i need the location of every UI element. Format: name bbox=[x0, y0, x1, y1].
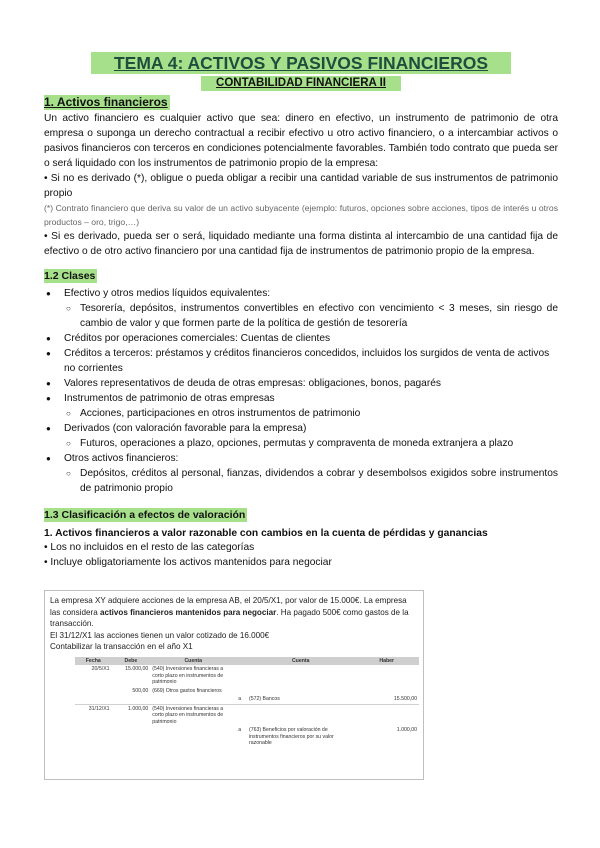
document-page bbox=[44, 52, 558, 570]
list-item-text: Créditos a terceros: préstamos y créditos financieros concedidos, incluidos los surgidos de venta de activos no corrientes bbox=[64, 348, 550, 374]
cell-cuenta-debe bbox=[150, 695, 236, 704]
cell-fecha bbox=[75, 726, 112, 748]
column-header-fecha: Fecha bbox=[75, 657, 112, 666]
cell-haber bbox=[354, 687, 419, 696]
section-heading-activos-financieros: 1. Activos financieros bbox=[44, 95, 168, 109]
sublist-wrapper bbox=[44, 406, 558, 421]
cell-cuenta-debe: (540) Inversiones financieras a corto plazo en instrumentos de patrimonio bbox=[150, 704, 236, 726]
exercise-statement bbox=[45, 591, 423, 653]
journal-table bbox=[75, 657, 419, 748]
column-header-haber: Haber bbox=[354, 657, 419, 666]
sublist-wrapper bbox=[44, 301, 558, 331]
list-item bbox=[44, 421, 558, 436]
cell-haber bbox=[354, 704, 419, 726]
cell-a bbox=[236, 704, 247, 726]
section-heading-clasificacion: 1.3 Clasificación a efectos de valoración bbox=[44, 509, 246, 521]
cell-debe: 500,00 bbox=[132, 687, 149, 694]
cell-a: a bbox=[238, 696, 242, 702]
sublist-item: ○ Tesorería, depósitos, instrumentos convertibles en efectivo con vencimiento < 3 meses, sin riesgo de cambio de valor y que formen parte de la política de gestión de tesorería bbox=[44, 301, 558, 331]
exercise-line-2: El 31/12/X1 las acciones tienen un valor cotizado de 16.000€ bbox=[50, 630, 270, 640]
cell-cuenta-haber bbox=[247, 665, 355, 687]
list-item bbox=[44, 376, 558, 391]
column-header-cuenta-debe: Cuenta bbox=[150, 657, 236, 666]
table-row bbox=[75, 726, 419, 748]
list-item bbox=[44, 346, 558, 376]
footnote-derivado: (*) Contrato financiero que deriva su valor de un activo subyacente (ejemplo: futuros, opciones sobre acciones, tipos de interés u otros productos – oro, trigo,…) bbox=[44, 203, 558, 227]
exercise-text-a: La empresa XY adquiere acciones de la empresa AB, el 20/5/X1, por valor de 15.000€. La empresa las considera bbox=[50, 596, 407, 617]
subheading-valor-razonable: 1. Activos financieros a valor razonable con cambios en la cuenta de pérdidas y ganancias bbox=[44, 528, 488, 539]
exercise-text-b: . Ha pagado 500€ como gastos de la transacción. bbox=[50, 607, 409, 628]
cell-a bbox=[236, 665, 247, 687]
cell-fecha: 31/12/X1 bbox=[75, 704, 112, 726]
cell-fecha bbox=[75, 695, 112, 704]
sublist-wrapper bbox=[44, 466, 558, 496]
cell-fecha: 20/5/X1 bbox=[91, 666, 110, 672]
list-item bbox=[44, 451, 558, 466]
cell-cuenta-debe bbox=[150, 726, 236, 748]
table-row bbox=[75, 687, 419, 696]
cell-a bbox=[236, 687, 247, 696]
cell-debe: 15.000,00 bbox=[125, 666, 149, 672]
sublist bbox=[44, 406, 558, 421]
cell-haber: 1.000,00 bbox=[396, 727, 417, 733]
table-row bbox=[75, 695, 419, 704]
cell-cuenta-haber bbox=[247, 687, 355, 696]
cell-cuenta-haber bbox=[247, 704, 355, 726]
sublist-item: ○ Depósitos, créditos al personal, fianzas, dividendos a cobrar y desembolsos exigidos sobre instrumentos de patrimonio propio bbox=[44, 466, 558, 496]
table-row bbox=[75, 665, 419, 687]
list-item-text: Derivados (con valoración favorable para la empresa) bbox=[64, 423, 307, 434]
sublist-item: ○ Acciones, participaciones en otros instrumentos de patrimonio bbox=[44, 406, 558, 421]
list-item bbox=[44, 286, 558, 301]
sublist bbox=[44, 466, 558, 496]
bullet-mantenidos-negociar: • Incluye obligatoriamente los activos mantenidos para negociar bbox=[44, 556, 332, 568]
list-item-text: Valores representativos de deuda de otras empresas: obligaciones, bonos, pagarés bbox=[64, 378, 441, 389]
cell-debe: 1.000,00 bbox=[112, 704, 151, 726]
sublist-item: ○ Futuros, operaciones a plazo, opciones, permutas y compraventa de moneda extranjera a plazo bbox=[44, 436, 558, 451]
list-item bbox=[44, 331, 558, 346]
page-title: TEMA 4: ACTIVOS Y PASIVOS FINANCIEROS bbox=[91, 52, 511, 74]
column-header-cuenta-haber: Cuenta bbox=[247, 657, 355, 666]
list-item-text: Efectivo y otros medios líquidos equivalentes: bbox=[64, 288, 271, 299]
cell-fecha bbox=[75, 687, 112, 696]
list-item-text: Instrumentos de patrimonio de otras empresas bbox=[64, 393, 275, 404]
list-item-text: Otros activos financieros: bbox=[64, 453, 179, 464]
exercise-text-bold: activos financieros mantenidos para negociar bbox=[99, 607, 277, 617]
paragraph-no-derivado: • Si no es derivado (*), obligue o pueda obligar a recibir una cantidad variable de sus instrumentos de patrimonio propio bbox=[44, 173, 558, 199]
table-row bbox=[75, 704, 419, 726]
bullet-no-incluidos: • Los no incluidos en el resto de las categorías bbox=[44, 542, 255, 553]
column-header-debe: Debe bbox=[112, 657, 151, 666]
cell-debe bbox=[112, 695, 151, 704]
cell-cuenta-debe: (540) Inversiones financieras a corto plazo en instrumentos de patrimonio bbox=[152, 666, 224, 685]
journal-header-row bbox=[75, 657, 419, 666]
sublist bbox=[44, 301, 558, 331]
cell-haber: 15.500,00 bbox=[393, 696, 417, 702]
clases-list bbox=[44, 286, 558, 496]
section-heading-clases: 1.2 Clases bbox=[44, 270, 96, 282]
cell-haber bbox=[354, 665, 419, 687]
sublist bbox=[44, 436, 558, 451]
cell-cuenta-debe: (669) Otros gastos financieros bbox=[152, 687, 222, 694]
cell-debe bbox=[112, 726, 151, 748]
sublist-wrapper bbox=[44, 436, 558, 451]
exercise-line-3: Contabilizar la transacción en el año X1 bbox=[50, 642, 193, 651]
paragraph-derivado: • Si es derivado, pueda ser o será, liquidado mediante una forma distinta al intercambio de una cantidad fija de efectivo o de otro activo financiero por una cantidad fija de instrumentos de patrimonio propio de la empresa. bbox=[44, 231, 558, 257]
paragraph-definition: Un activo financiero es cualquier activo que sea: dinero en efectivo, un instrumento de patrimonio de otra empresa o suponga un derecho contractual a recibir efectivo u otro activo financiero, o a intercambiar activos o pasivos financieros con terceros en condiciones potencialmente favorables. También todo contrato que pueda ser o será liquidado con los instrumentos de patrimonio propio de la empresa: bbox=[44, 113, 558, 169]
cell-cuenta-haber: (572) Bancos bbox=[248, 696, 280, 702]
page-subtitle: CONTABILIDAD FINANCIERA II bbox=[201, 76, 401, 91]
cell-a: a bbox=[238, 727, 242, 733]
cell-cuenta-haber: (763) Beneficios por valoración de instrumentos financieros por su valor razonable bbox=[248, 727, 334, 746]
list-item bbox=[44, 391, 558, 406]
exercise-box bbox=[44, 590, 424, 780]
list-item-text: Créditos por operaciones comerciales: Cuentas de clientes bbox=[64, 333, 331, 344]
